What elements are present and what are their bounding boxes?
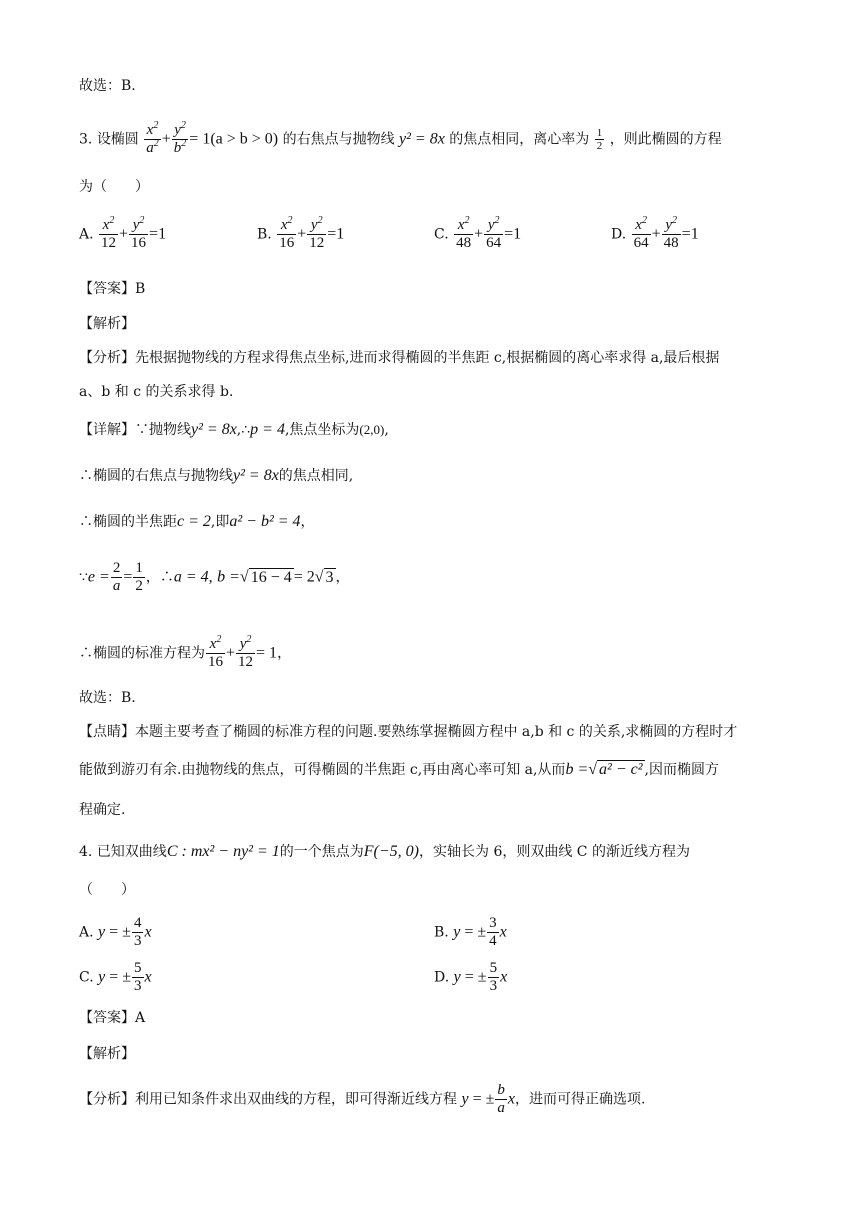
option-label: A. bbox=[79, 924, 94, 941]
question-number: 4. bbox=[79, 844, 93, 860]
option-label: A. bbox=[79, 226, 94, 243]
answer-label: 【答案】B bbox=[79, 281, 146, 297]
detail-text: ，∴ bbox=[145, 569, 174, 586]
math-expr: = 2 bbox=[293, 568, 315, 586]
stem-text: 的一个焦点为 bbox=[279, 844, 364, 860]
question-4-stem bbox=[79, 842, 690, 862]
question-number: 3. bbox=[79, 131, 93, 148]
option-a[interactable]: A. y = ± $\frac{4}{3}$ x bbox=[79, 915, 152, 949]
question-4-stem-line2: （ ） bbox=[79, 882, 135, 898]
detail-text: ∵ bbox=[79, 569, 88, 586]
math-expr: y² = 8x bbox=[191, 421, 237, 438]
stem-text: 已知双曲线 bbox=[96, 844, 167, 860]
detail-text: ∴椭圆的标准方程为 bbox=[79, 645, 205, 662]
numerator: 5 bbox=[134, 960, 142, 976]
parabola-equation: y² = 8x bbox=[399, 130, 445, 148]
detail-text: ∴椭圆的半焦距 bbox=[79, 514, 177, 530]
denominator: 3 bbox=[134, 978, 142, 994]
denominator: 16 bbox=[131, 235, 147, 251]
detail-line-3 bbox=[79, 512, 315, 532]
analysis-summary: 【分析】利用已知条件求出双曲线的方程，即可得渐近线方程 y = ± $\frac{b}{a}$ x，进而可得正确选项. bbox=[79, 1082, 646, 1116]
detail-text: ∴椭圆的右焦点与抛物线 bbox=[79, 468, 233, 484]
hyperbola-equation: C : mx² − ny² = 1 bbox=[166, 843, 280, 860]
denominator: 3 bbox=[133, 933, 142, 949]
detail-text: ,即 bbox=[210, 514, 230, 530]
math-expr: (2,0) bbox=[359, 422, 385, 437]
math-expr: a² − b² = 4 bbox=[229, 513, 301, 530]
analysis-label: 【解析】 bbox=[79, 1046, 135, 1062]
sqrt-radicand: a² − c² bbox=[599, 761, 643, 778]
detail-text: ,∴ bbox=[236, 422, 251, 438]
conclusion-text: 故选：B. bbox=[79, 690, 136, 706]
numerator: 3 bbox=[489, 915, 497, 931]
focus-point: F(−5, 0) bbox=[363, 843, 419, 860]
math-expr: e = bbox=[87, 568, 110, 586]
option-label: B. bbox=[257, 226, 272, 243]
math-expr: p = 4 bbox=[250, 421, 285, 438]
stem-text: ，则此椭圆的方程 bbox=[609, 131, 722, 148]
sqrt-radicand: 3 bbox=[325, 568, 334, 586]
option-label: C. bbox=[434, 226, 449, 243]
question-3-stem: 3. 设椭圆 $\frac{x^2}{a^2}$ + $\frac{y^2}{b^2}$ = 1(a > b > 0) 的右焦点与抛物线 y² = 8x 的焦点相同，离心率为 $\frac{1}{2}$ ，则此椭圆的方程 bbox=[79, 120, 722, 156]
math-expr: = 1 bbox=[256, 644, 278, 662]
detail-text: 的焦点相同, bbox=[278, 468, 354, 484]
detail-text: ， bbox=[277, 645, 292, 662]
detail-text: ,焦点坐标为 bbox=[284, 422, 360, 438]
option-a[interactable]: A. $\frac{x^2}{12}$ + $\frac{y^2}{16}$ =1 bbox=[79, 215, 167, 251]
option-b[interactable]: B. $\frac{x^2}{16}$ + $\frac{y^2}{12}$ =1 bbox=[257, 215, 345, 251]
question-3-stem-line2: 为（ ） bbox=[79, 179, 149, 195]
analysis-summary: 【分析】先根据抛物线的方程求得焦点坐标,进而求得椭圆的半焦距 c,根据椭圆的离心率求得 a,最后根据 bbox=[79, 350, 720, 366]
math-expr: a = 4, bbox=[173, 568, 213, 586]
detail-line-1 bbox=[79, 420, 389, 440]
math-expr: b = bbox=[565, 761, 589, 778]
detail-text: 【详解】∵抛物线 bbox=[79, 422, 191, 438]
fraction-x2-a2: $\frac{x^2}{a^2}$ bbox=[146, 120, 159, 156]
detail-line-4: ∵e = $\frac{2}{a}$ = $\frac{1}{2}$ ，∴a = 4, b =√ 16 − 4 = 2√ 3 ， bbox=[79, 560, 350, 594]
math-expr: = bbox=[123, 568, 133, 586]
option-label: C. bbox=[79, 969, 94, 986]
denominator: 12 bbox=[101, 235, 117, 251]
option-c[interactable]: C. y = ± $\frac{5}{3}$ x bbox=[79, 960, 152, 994]
ellipse-condition: = 1(a > b > 0) bbox=[189, 130, 279, 148]
comment-text: ,因而椭圆方 bbox=[644, 762, 719, 778]
stem-text: ，实轴长为 6，则双曲线 C 的渐近线方程为 bbox=[419, 844, 690, 860]
stem-text: 的焦点相同，离心率为 bbox=[449, 131, 590, 148]
comment-line-3: 程确定. bbox=[79, 802, 126, 818]
analysis-text: 【分析】利用已知条件求出双曲线的方程，即可得渐近线方程 bbox=[79, 1091, 457, 1108]
denominator: 3 bbox=[489, 978, 498, 994]
comment-line-2: 能做到游刃有余.由抛物线的焦点，可得椭圆的半焦距 c,再由离心率可知 a,从而b =√ a² − c² ,因而椭圆方 bbox=[79, 761, 719, 778]
eccentricity-fraction: $\frac{1}{2}$ bbox=[596, 127, 603, 152]
answer-label: 【答案】A bbox=[79, 1010, 146, 1026]
detail-text: , bbox=[384, 422, 389, 438]
option-label: B. bbox=[434, 924, 449, 941]
option-c[interactable]: C. $\frac{x^2}{48}$ + $\frac{y^2}{64}$ =1 bbox=[434, 215, 522, 251]
option-d[interactable]: D. $\frac{x^2}{64}$ + $\frac{y^2}{48}$ =1 bbox=[611, 215, 699, 251]
fraction-y2-b2: $\frac{y^2}{b^2}$ bbox=[173, 120, 187, 156]
math-expr: c = 2 bbox=[177, 513, 211, 530]
detail-line-5: ∴椭圆的标准方程为 $\frac{x^2}{16}$ + $\frac{y^2}{12}$ = 1， bbox=[79, 634, 292, 670]
denominator: 64 bbox=[633, 235, 649, 251]
option-label: D. bbox=[611, 226, 627, 243]
numerator: 5 bbox=[489, 960, 498, 976]
option-label: D. bbox=[434, 969, 450, 986]
analysis-label: 【解析】 bbox=[79, 316, 135, 332]
denominator: 4 bbox=[489, 933, 497, 949]
analysis-summary-line2: a、b 和 c 的关系求得 b. bbox=[79, 384, 234, 400]
detail-text: ， bbox=[300, 514, 315, 530]
conclusion-text: 故选：B. bbox=[79, 78, 136, 94]
denominator: 48 bbox=[663, 235, 679, 251]
denominator: 64 bbox=[486, 235, 502, 251]
denominator: 12 bbox=[309, 235, 325, 251]
sqrt-radicand: 16 − 4 bbox=[250, 568, 292, 586]
math-expr: y² = 8x bbox=[233, 467, 279, 484]
denominator: 16 bbox=[279, 235, 295, 251]
denominator: 48 bbox=[456, 235, 472, 251]
stem-text: 设椭圆 bbox=[96, 131, 139, 148]
stem-text: 的右焦点与抛物线 bbox=[282, 131, 395, 148]
math-expr: b = bbox=[217, 568, 240, 586]
comment-line-1: 【点睛】本题主要考查了椭圆的标准方程的问题.要熟练掌握椭圆方程中 a,b 和 c 的关系,求椭圆的方程时才 bbox=[79, 724, 738, 740]
numerator: 4 bbox=[133, 915, 142, 931]
option-b[interactable]: B. y = ± $\frac{3}{4}$ x bbox=[434, 915, 507, 949]
detail-line-2 bbox=[79, 466, 353, 486]
analysis-text: ，进而可得正确选项. bbox=[514, 1091, 646, 1108]
comment-text: 能做到游刃有余.由抛物线的焦点，可得椭圆的半焦距 c,再由离心率可知 a,从而 bbox=[79, 762, 566, 778]
detail-text: ， bbox=[335, 569, 350, 586]
option-d[interactable]: D. y = ± $\frac{5}{3}$ x bbox=[434, 960, 508, 994]
